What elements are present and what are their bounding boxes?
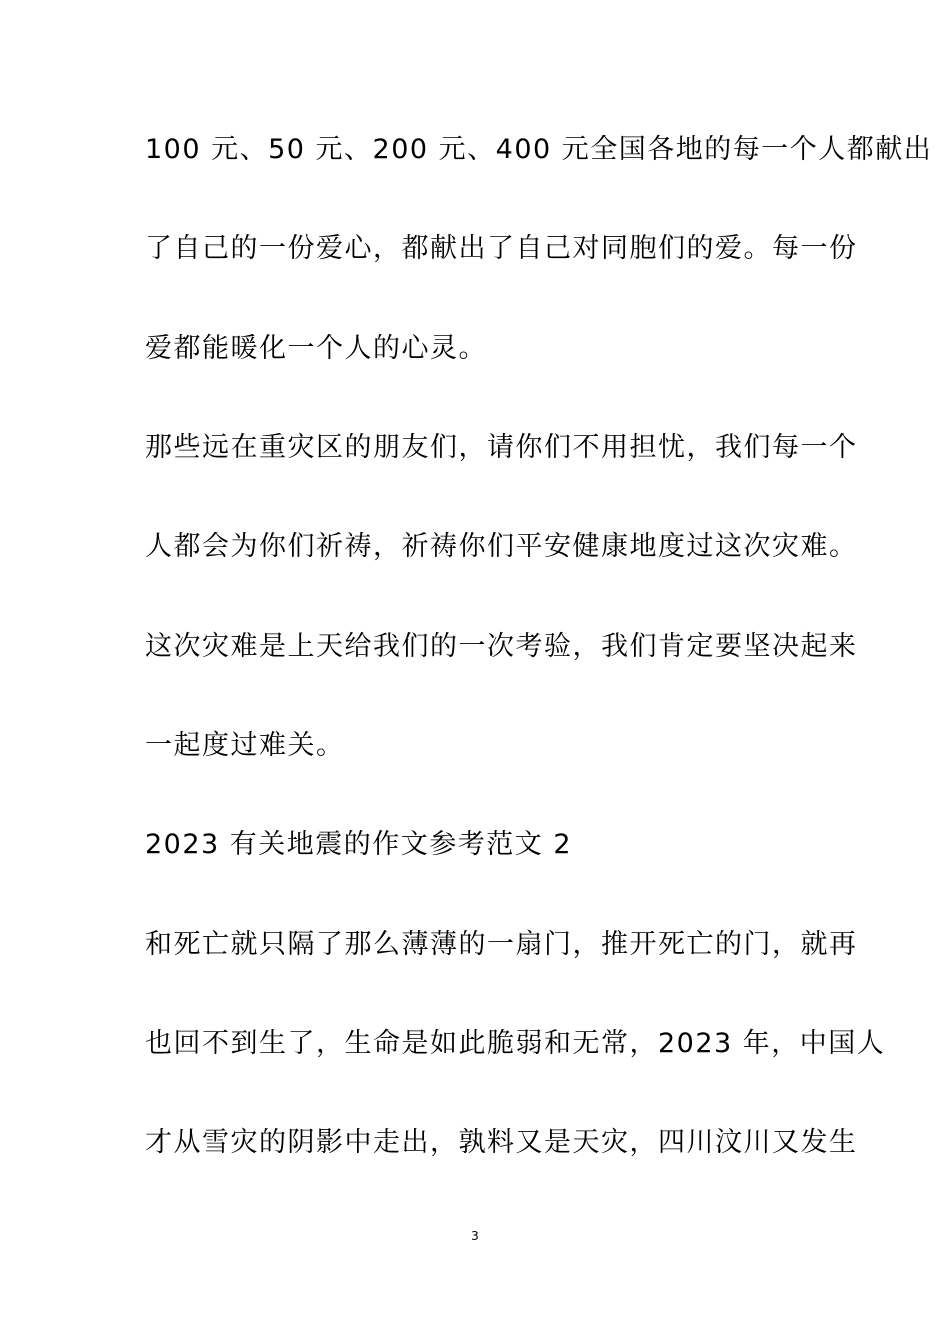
text-line-3: 爱都能暖化一个人的心灵。 <box>145 333 487 364</box>
page-number: 3 <box>471 1229 479 1243</box>
text-line-5: 人都会为你们祈祷，祈祷你们平安健康地度过这次灾难。 <box>145 531 858 562</box>
text-line-10: 也回不到生了，生命是如此脆弱和无常，2023 年，中国人 <box>145 1028 886 1059</box>
text-line-4: 那些远在重灾区的朋友们，请你们不用担忧，我们每一个 <box>145 432 858 463</box>
text-line-9: 和死亡就只隔了那么薄薄的一扇门，推开死亡的门，就再 <box>145 929 858 960</box>
text-line-2: 了自己的一份爱心，都献出了自己对同胞们的爱。每一份 <box>145 233 858 264</box>
text-line-6: 这次灾难是上天给我们的一次考验，我们肯定要坚决起来 <box>145 631 858 662</box>
text-line-7: 一起度过难关。 <box>145 730 345 761</box>
text-line-11: 才从雪灾的阴影中走出，孰料又是天灾，四川汶川又发生 <box>145 1127 858 1158</box>
text-line-1: 100 元、50 元、200 元、400 元全国各地的每一个人都献出 <box>145 134 933 165</box>
section-heading: 2023 有关地震的作文参考范文 2 <box>145 829 573 860</box>
